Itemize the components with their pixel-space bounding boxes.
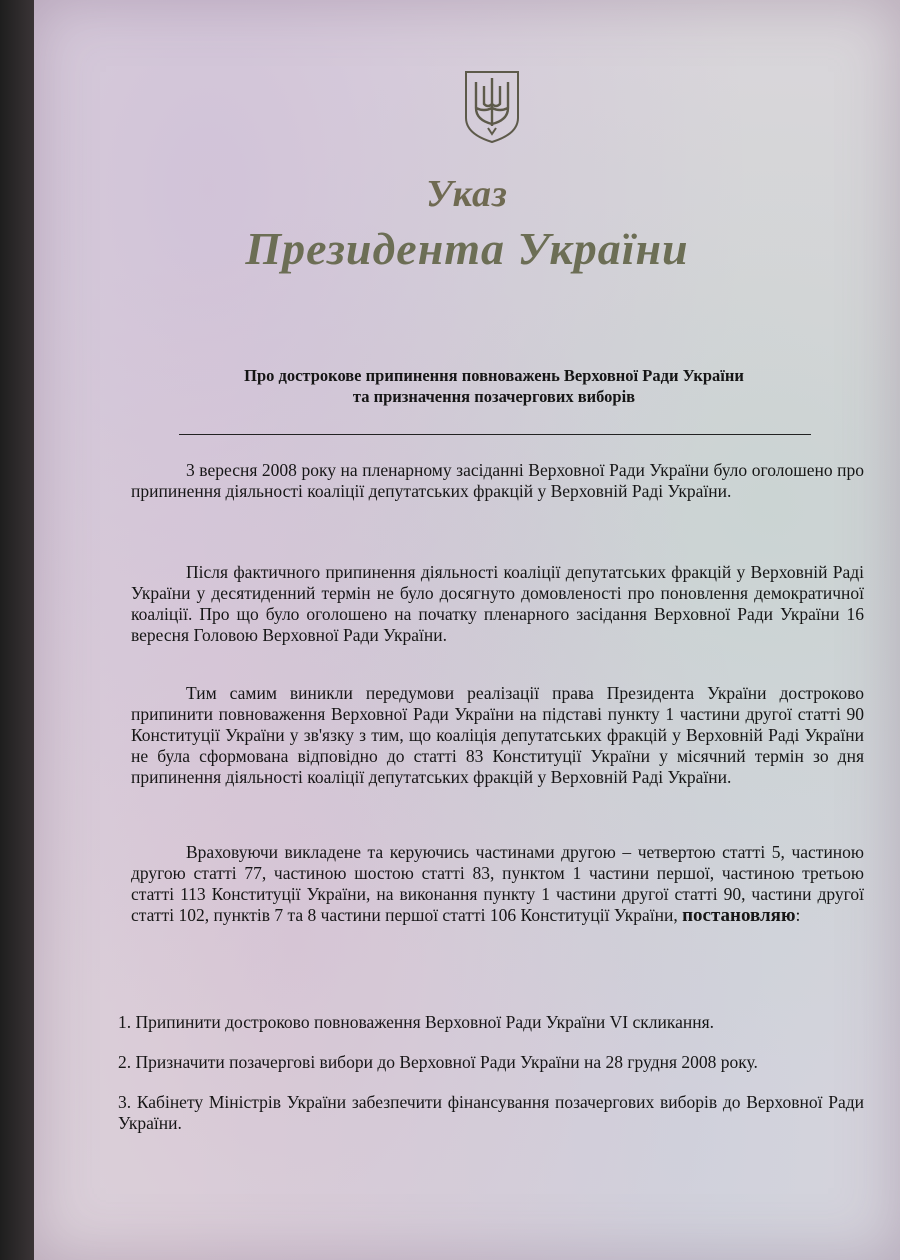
- document-page: [34, 0, 900, 1260]
- scan-left-edge: [0, 0, 34, 1260]
- paragraph-3: Тим самим виникли передумови реалізації права Президента України достроково припинити повноваження Верховної Ради України на підставі пункту 1 частини другої статті 90 Конституції України у зв'язку з тим, що коаліція депутатських фракцій у Верховній Раді України не була сформована відповідно до статті 83 Конституції України у місячний термін зо дня припинення діяльності коаліції депутатських фракцій у Верховній Раді України.: [131, 683, 864, 787]
- decree-title: Указ: [426, 173, 508, 215]
- paragraph-4-text: Враховуючи викладене та керуючись частинами другою – четвертою статті 5, частиною другою статті 77, частиною шостою статті 83, пунктом 1 частини першої, частиною третьою статті 113 Конституції України, на виконання пункту 1 частини другої статті 90, частини другої статті 102, пунктів 7 та 8 частини першої статті 106 Конституції України,: [131, 842, 864, 925]
- decree-subject: [184, 365, 804, 407]
- resolution-colon: :: [795, 905, 801, 925]
- paragraph-1: 3 вересня 2008 року на пленарному засіданні Верховної Ради України було оголошено про припинення діяльності коаліції депутатських фракцій у Верховній Раді України.: [131, 460, 864, 501]
- paragraph-4: [131, 842, 864, 926]
- resolution-word: постановляю: [682, 905, 796, 926]
- decree-subject-line2: та призначення позачергових виборів: [352, 387, 636, 406]
- trident-coat-of-arms-icon: [462, 68, 522, 144]
- paragraph-2: Після фактичного припинення діяльності коаліції депутатських фракцій у Верховній Раді України у десятиденний термін не було досягнуто домовленості про поновлення демократичної коаліції. Про що було оголошено на початку пленарного засідання Верховної Ради України 16 вересня Головою Верховної Ради України.: [131, 562, 864, 645]
- decree-subject-line1: Про дострокове припинення повноважень Верховної Ради України: [244, 366, 744, 385]
- decree-item-1: 1. Припинити достроково повноваження Верховної Ради України VI скликання.: [118, 1012, 715, 1032]
- decree-item-3: 3. Кабінету Міністрів України забезпечити фінансування позачергових виборів до Верховної Ради України.: [118, 1092, 864, 1133]
- subject-divider: [179, 434, 811, 435]
- decree-item-2: 2. Призначити позачергові вибори до Верховної Ради України на 28 грудня 2008 року.: [118, 1052, 758, 1072]
- decree-title-president: Президента України: [245, 223, 689, 274]
